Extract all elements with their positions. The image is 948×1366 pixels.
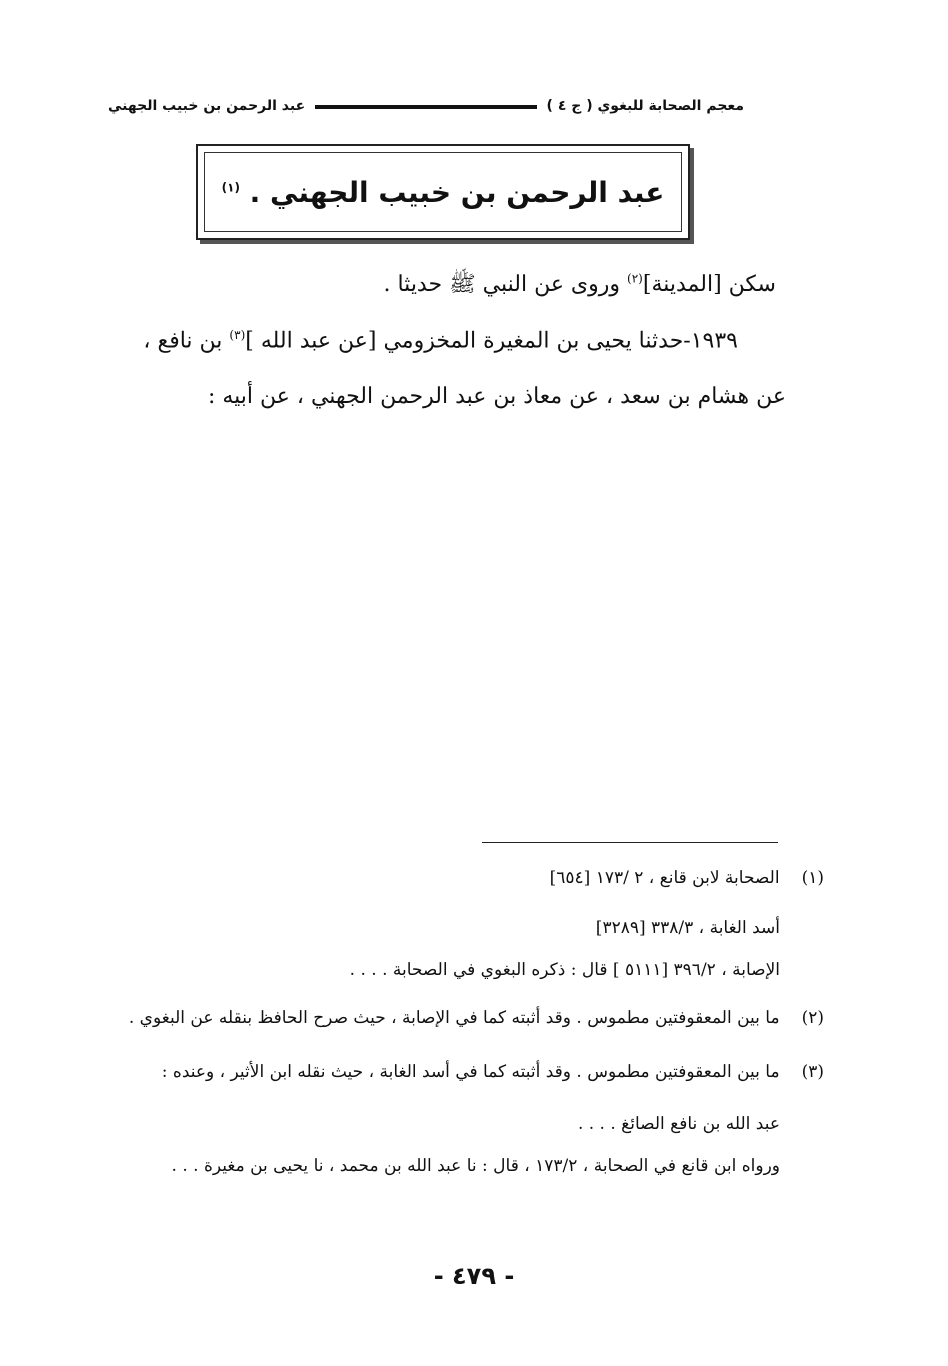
footnote-2-line-1: ما بين المعقوفتين مطموس . وقد أثبته كما في الإصابة ، حيث صرح الحافظ بنقله عن البغوي .: [128, 1008, 780, 1028]
footnote-3-line-3: ورواه ابن قانع في الصحابة ، ١٧٣/٢ ، قال : نا عبد الله بن محمد ، نا يحيى بن مغيرة . . .: [171, 1156, 780, 1176]
entry-title-box: [196, 144, 690, 240]
body-line-2-part-a: ١٩٣٩-حدثنا يحيى بن المغيرة المخزومي [عن عبد الله ]: [245, 328, 738, 354]
page-number: - ٤٧٩ -: [433, 1262, 515, 1290]
footnote-3-line-2: عبد الله بن نافع الصائغ . . . .: [577, 1114, 780, 1134]
footnote-3-number: (٣): [801, 1062, 824, 1082]
footnote-ref-1: (١): [221, 180, 240, 195]
footnote-1-number: (١): [801, 868, 824, 888]
footnote-2: [129, 1008, 824, 1028]
body-line-2: [143, 328, 738, 353]
body-line-1-part-a: سكن [المدينة]: [642, 272, 776, 297]
footnote-1-line-3: الإصابة ، ٣٩٦/٢ [٥١١١ ] قال : ذكره البغوي في الصحابة . . . .: [349, 960, 780, 980]
book-title: معجم الصحابة للبغوي ( ج ٤ ): [546, 98, 744, 114]
running-header: [108, 94, 744, 118]
footnote-separator: [482, 842, 778, 843]
footnote-3-line-1: ما بين المعقوفتين مطموس . وقد أثبته كما في أسد الغابة ، حيث نقله ابن الأثير ، وعنده :: [161, 1062, 780, 1082]
entry-title: [222, 176, 665, 209]
footnote-1: [550, 868, 824, 888]
entry-title-text: عبد الرحمن بن خبيب الجهني .: [249, 175, 665, 209]
footnote-1-line-2: أسد الغابة ، ٣٣٨/٣ [٣٢٨٩]: [595, 918, 780, 938]
body-line-3: عن هشام بن سعد ، عن معاذ بن عبد الرحمن الجهني ، عن أبيه :: [207, 384, 786, 409]
footnote-3: [162, 1062, 824, 1082]
entry-title-inner: [204, 152, 682, 232]
entry-name: عبد الرحمن بن خبيب الجهني: [108, 98, 306, 114]
footnote-ref-2: (٢): [627, 271, 643, 286]
body-line-1-part-b: وروى عن النبي ﷺ حديثا .: [383, 272, 628, 297]
body-line-2-part-b: بن نافع ،: [143, 328, 230, 354]
header-rule: [315, 105, 536, 109]
footnote-ref-3: (٣): [229, 328, 246, 342]
footnote-2-number: (٢): [801, 1008, 824, 1028]
body-line-1: [383, 270, 776, 302]
footnote-1-line-1: الصحابة لابن قانع ، ٢ /١٧٣ [٦٥٤]: [549, 868, 780, 888]
